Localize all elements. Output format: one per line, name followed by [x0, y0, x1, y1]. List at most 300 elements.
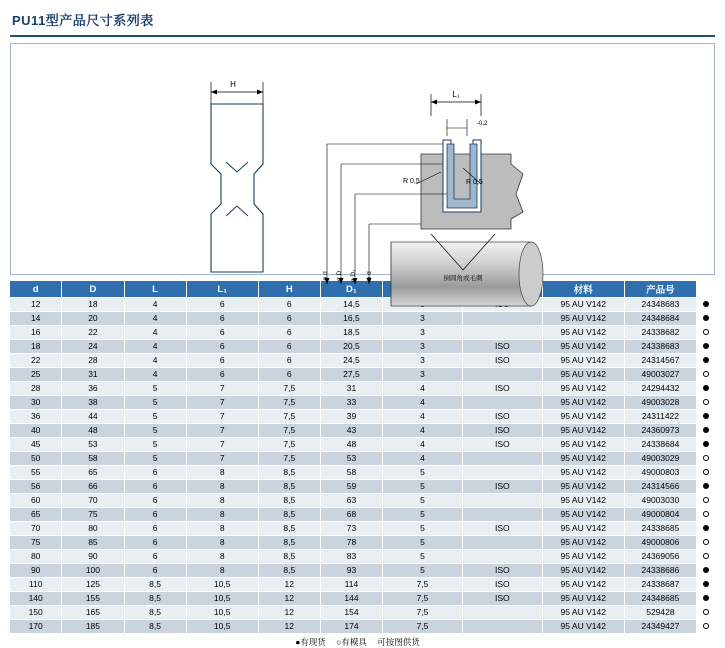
cell-section: 4 [383, 452, 463, 466]
cell-L1: 7 [186, 396, 258, 410]
cell-section: 3 [383, 368, 463, 382]
cell-H: 8,5 [258, 480, 320, 494]
cell-cavity: ISO [462, 424, 542, 438]
cell-d: 60 [10, 494, 62, 508]
cell-D1: 27,5 [320, 368, 382, 382]
table-row [10, 494, 715, 508]
cell-section: 3 [383, 312, 463, 326]
cell-code: 24311422 [624, 410, 696, 424]
table-row [10, 466, 715, 480]
availability-marker [697, 466, 715, 480]
cell-d: 18 [10, 340, 62, 354]
table-row [10, 326, 715, 340]
availability-marker [697, 522, 715, 536]
cell-L: 6 [124, 536, 186, 550]
table-row [10, 452, 715, 466]
cell-L: 5 [124, 382, 186, 396]
cell-L: 6 [124, 564, 186, 578]
cell-D1: 78 [320, 536, 382, 550]
cell-code: 49000806 [624, 536, 696, 550]
in-stock-icon [703, 525, 709, 531]
cell-material: 95 AU V142 [542, 508, 624, 522]
cell-cavity: ISO [462, 438, 542, 452]
cell-D1: 144 [320, 592, 382, 606]
cell-D: 20 [62, 312, 124, 326]
cell-section: 5 [383, 508, 463, 522]
cell-material: 95 AU V142 [542, 578, 624, 592]
label-dia-D: ø D [336, 270, 343, 282]
col-H: H [258, 281, 320, 298]
cell-section: 4 [383, 410, 463, 424]
cell-D: 38 [62, 396, 124, 410]
cell-cavity [462, 536, 542, 550]
seal-profile-left [211, 104, 263, 272]
availability-marker [697, 606, 715, 620]
legend-extra: 可按图供货 [377, 637, 420, 647]
cell-D: 165 [62, 606, 124, 620]
cell-d: 36 [10, 410, 62, 424]
cell-section: 5 [383, 494, 463, 508]
in-stock-icon [703, 301, 709, 307]
availability-marker [697, 480, 715, 494]
cell-material: 95 AU V142 [542, 592, 624, 606]
cell-D1: 59 [320, 480, 382, 494]
cell-material: 95 AU V142 [542, 424, 624, 438]
col-L1: L₁ [186, 281, 258, 298]
cell-cavity: ISO [462, 522, 542, 536]
cell-section: 4 [383, 396, 463, 410]
cell-cavity [462, 466, 542, 480]
availability-marker [697, 438, 715, 452]
cell-L: 6 [124, 466, 186, 480]
cell-d: 110 [10, 578, 62, 592]
cell-D: 90 [62, 550, 124, 564]
cell-d: 56 [10, 480, 62, 494]
cell-H: 12 [258, 592, 320, 606]
in-stock-icon [703, 441, 709, 447]
cell-section: 4 [383, 438, 463, 452]
cell-H: 6 [258, 298, 320, 312]
cell-L1: 7 [186, 452, 258, 466]
cell-D: 28 [62, 354, 124, 368]
cell-code: 529428 [624, 606, 696, 620]
col-d: d [10, 281, 62, 298]
cell-D1: 83 [320, 550, 382, 564]
cell-cavity [462, 620, 542, 634]
cell-H: 8,5 [258, 550, 320, 564]
table-row [10, 410, 715, 424]
table-row [10, 550, 715, 564]
cell-H: 8,5 [258, 494, 320, 508]
availability-marker [697, 312, 715, 326]
cell-L: 4 [124, 354, 186, 368]
seal-diagram [11, 44, 714, 283]
cell-code: 49003029 [624, 452, 696, 466]
availability-marker [697, 494, 715, 508]
col-availability [697, 281, 715, 298]
title-divider [10, 35, 715, 37]
table-row [10, 368, 715, 382]
cell-material: 95 AU V142 [542, 354, 624, 368]
label-dia-d: ø d [322, 271, 329, 281]
availability-marker [697, 326, 715, 340]
table-row [10, 536, 715, 550]
cell-D1: 16,5 [320, 312, 382, 326]
table-body [10, 298, 715, 634]
cell-L: 5 [124, 396, 186, 410]
cell-L1: 8 [186, 494, 258, 508]
cell-D1: 114 [320, 578, 382, 592]
cell-d: 70 [10, 522, 62, 536]
label-L1-tolerance: -0,2 [477, 121, 488, 127]
cell-L: 4 [124, 340, 186, 354]
tooling-available-icon [703, 539, 709, 545]
cell-code: 24338684 [624, 438, 696, 452]
table-row [10, 508, 715, 522]
cell-L1: 6 [186, 354, 258, 368]
availability-marker [697, 592, 715, 606]
cell-material: 95 AU V142 [542, 326, 624, 340]
cell-section: 5 [383, 522, 463, 536]
cell-material: 95 AU V142 [542, 480, 624, 494]
cell-D: 100 [62, 564, 124, 578]
cell-section: 7,5 [383, 578, 463, 592]
cell-H: 7,5 [258, 438, 320, 452]
col-D: D [62, 281, 124, 298]
cell-D: 22 [62, 326, 124, 340]
cell-section: 3 [383, 326, 463, 340]
cell-cavity [462, 606, 542, 620]
cell-H: 7,5 [258, 452, 320, 466]
cell-H: 7,5 [258, 410, 320, 424]
cell-section: 3 [383, 354, 463, 368]
tooling-available-icon [703, 511, 709, 517]
availability-marker [697, 424, 715, 438]
in-stock-icon [703, 315, 709, 321]
cell-d: 25 [10, 368, 62, 382]
cell-L: 6 [124, 494, 186, 508]
cell-D1: 18,5 [320, 326, 382, 340]
cell-L: 8,5 [124, 592, 186, 606]
cell-d: 170 [10, 620, 62, 634]
in-stock-icon [703, 581, 709, 587]
cell-L1: 6 [186, 340, 258, 354]
cell-D: 85 [62, 536, 124, 550]
cell-section: 5 [383, 480, 463, 494]
cell-cavity [462, 508, 542, 522]
tooling-available-icon [703, 623, 709, 629]
cell-section: 4 [383, 424, 463, 438]
cell-section: 3 [383, 340, 463, 354]
cell-L1: 6 [186, 326, 258, 340]
in-stock-icon [703, 357, 709, 363]
cell-D: 48 [62, 424, 124, 438]
cell-cavity: ISO [462, 578, 542, 592]
cell-code: 49000803 [624, 466, 696, 480]
cell-code: 24348683 [624, 298, 696, 312]
label-R05-right: R 0,5 [466, 179, 483, 186]
cell-H: 6 [258, 368, 320, 382]
cell-D1: 93 [320, 564, 382, 578]
availability-marker [697, 354, 715, 368]
table-row [10, 312, 715, 326]
table-row [10, 396, 715, 410]
cell-D: 66 [62, 480, 124, 494]
cell-d: 55 [10, 466, 62, 480]
cell-L1: 8 [186, 522, 258, 536]
cell-L1: 7 [186, 410, 258, 424]
cell-H: 6 [258, 340, 320, 354]
tooling-available-icon [703, 371, 709, 377]
cell-D1: 68 [320, 508, 382, 522]
tooling-available-icon [703, 497, 709, 503]
cell-H: 12 [258, 578, 320, 592]
cell-L: 4 [124, 298, 186, 312]
cell-code: 24314566 [624, 480, 696, 494]
cell-d: 40 [10, 424, 62, 438]
cell-H: 7,5 [258, 424, 320, 438]
cell-code: 24360973 [624, 424, 696, 438]
table-row [10, 522, 715, 536]
availability-marker [697, 368, 715, 382]
cell-cavity: ISO [462, 480, 542, 494]
cell-D1: 53 [320, 452, 382, 466]
cell-D: 44 [62, 410, 124, 424]
cell-d: 28 [10, 382, 62, 396]
page-title: PU11型产品尺寸系列表 [12, 13, 154, 28]
cell-D1: 39 [320, 410, 382, 424]
cell-L1: 6 [186, 298, 258, 312]
cell-D1: 48 [320, 438, 382, 452]
shaft-end-ellipse [519, 242, 543, 306]
cell-cavity [462, 368, 542, 382]
cell-code: 24369056 [624, 550, 696, 564]
cell-H: 12 [258, 606, 320, 620]
cell-d: 45 [10, 438, 62, 452]
tooling-available-icon [703, 329, 709, 335]
cell-material: 95 AU V142 [542, 368, 624, 382]
cell-H: 7,5 [258, 396, 320, 410]
table-header-row [10, 281, 715, 298]
label-L1: L₁ [452, 90, 460, 99]
cell-d: 65 [10, 508, 62, 522]
in-stock-icon [703, 427, 709, 433]
cell-D: 80 [62, 522, 124, 536]
cell-code: 24349427 [624, 620, 696, 634]
cell-L1: 10,5 [186, 592, 258, 606]
in-stock-icon [703, 413, 709, 419]
cell-cavity: ISO [462, 564, 542, 578]
cell-cavity: ISO [462, 354, 542, 368]
cell-material: 95 AU V142 [542, 466, 624, 480]
cell-H: 6 [258, 354, 320, 368]
cell-D: 70 [62, 494, 124, 508]
cell-L1: 8 [186, 480, 258, 494]
table-row [10, 564, 715, 578]
availability-marker [697, 396, 715, 410]
cell-L: 6 [124, 480, 186, 494]
table-row [10, 438, 715, 452]
cell-L1: 10,5 [186, 606, 258, 620]
tooling-available-icon [703, 469, 709, 475]
cell-D: 155 [62, 592, 124, 606]
cell-L: 5 [124, 452, 186, 466]
cell-L: 5 [124, 424, 186, 438]
cell-d: 50 [10, 452, 62, 466]
cell-cavity: ISO [462, 340, 542, 354]
cell-H: 8,5 [258, 508, 320, 522]
col-L: L [124, 281, 186, 298]
cell-material: 95 AU V142 [542, 606, 624, 620]
cell-material: 95 AU V142 [542, 410, 624, 424]
cell-d: 22 [10, 354, 62, 368]
cell-L: 6 [124, 550, 186, 564]
cell-L: 4 [124, 312, 186, 326]
cell-cavity [462, 396, 542, 410]
label-dia-D1: ø D₁ [350, 269, 357, 283]
availability-marker [697, 298, 715, 312]
cell-D: 58 [62, 452, 124, 466]
cell-d: 14 [10, 312, 62, 326]
cell-material: 95 AU V142 [542, 340, 624, 354]
cell-cavity [462, 312, 542, 326]
cell-d: 150 [10, 606, 62, 620]
table-row [10, 480, 715, 494]
cell-code: 24338683 [624, 340, 696, 354]
cell-code: 24294432 [624, 382, 696, 396]
cell-D1: 33 [320, 396, 382, 410]
availability-marker [697, 452, 715, 466]
label-R05-left: R 0,5 [403, 178, 420, 185]
cell-L1: 8 [186, 536, 258, 550]
cell-material: 95 AU V142 [542, 438, 624, 452]
cell-section: 7,5 [383, 606, 463, 620]
cell-section: 5 [383, 564, 463, 578]
cell-D: 53 [62, 438, 124, 452]
cell-L1: 8 [186, 550, 258, 564]
table-row [10, 382, 715, 396]
table-row [10, 340, 715, 354]
cell-code: 49003027 [624, 368, 696, 382]
cell-L: 8,5 [124, 620, 186, 634]
cell-code: 24348684 [624, 312, 696, 326]
cell-D1: 43 [320, 424, 382, 438]
diagram-panel [10, 43, 715, 283]
cell-L1: 8 [186, 508, 258, 522]
cell-section: 7,5 [383, 620, 463, 634]
cell-H: 8,5 [258, 466, 320, 480]
cell-d: 75 [10, 536, 62, 550]
table-row [10, 578, 715, 592]
table-row [10, 298, 715, 312]
cell-cavity [462, 326, 542, 340]
cell-L: 4 [124, 326, 186, 340]
cell-D: 65 [62, 466, 124, 480]
availability-marker [697, 550, 715, 564]
cell-H: 8,5 [258, 536, 320, 550]
cell-L1: 7 [186, 382, 258, 396]
cell-cavity [462, 452, 542, 466]
tooling-available-icon [703, 455, 709, 461]
cell-material: 95 AU V142 [542, 536, 624, 550]
tooling-available-icon [703, 553, 709, 559]
cell-D1: 73 [320, 522, 382, 536]
cell-d: 30 [10, 396, 62, 410]
cell-code: 49003028 [624, 396, 696, 410]
cell-D1: 174 [320, 620, 382, 634]
in-stock-icon [703, 385, 709, 391]
cell-L: 4 [124, 368, 186, 382]
cell-cavity [462, 550, 542, 564]
availability-marker [697, 410, 715, 424]
cell-material: 95 AU V142 [542, 494, 624, 508]
tooling-available-icon [703, 399, 709, 405]
cell-cavity: ISO [462, 382, 542, 396]
cell-D1: 24,5 [320, 354, 382, 368]
table-row [10, 620, 715, 634]
cell-material: 95 AU V142 [542, 620, 624, 634]
legend-filled: ●有现货 [295, 637, 326, 647]
cell-cavity: ISO [462, 592, 542, 606]
cell-D1: 20,5 [320, 340, 382, 354]
cell-D1: 14,5 [320, 298, 382, 312]
table-row [10, 592, 715, 606]
cell-code: 24338685 [624, 522, 696, 536]
col-D1: D₁ [320, 281, 382, 298]
cell-L: 8,5 [124, 578, 186, 592]
cell-H: 7,5 [258, 382, 320, 396]
availability-marker [697, 578, 715, 592]
cell-d: 90 [10, 564, 62, 578]
cell-code: 24314567 [624, 354, 696, 368]
cell-material: 95 AU V142 [542, 452, 624, 466]
cell-D: 36 [62, 382, 124, 396]
table-row [10, 354, 715, 368]
cell-L1: 10,5 [186, 578, 258, 592]
cell-code: 24338687 [624, 578, 696, 592]
label-H: H [230, 80, 236, 89]
cell-L1: 6 [186, 368, 258, 382]
cell-D1: 31 [320, 382, 382, 396]
cell-material: 95 AU V142 [542, 312, 624, 326]
col-code: 产品号 [624, 281, 696, 298]
cell-L: 6 [124, 508, 186, 522]
cell-D: 75 [62, 508, 124, 522]
cell-D1: 63 [320, 494, 382, 508]
in-stock-icon [703, 343, 709, 349]
availability-marker [697, 508, 715, 522]
table-row [10, 424, 715, 438]
cell-L1: 8 [186, 466, 258, 480]
in-stock-icon [703, 595, 709, 601]
label-dia-d2: ø d [366, 271, 373, 281]
cell-H: 6 [258, 326, 320, 340]
cell-section: 5 [383, 536, 463, 550]
cell-code: 24338682 [624, 326, 696, 340]
cell-section: 7,5 [383, 592, 463, 606]
cell-code: 24348685 [624, 592, 696, 606]
label-chamfer-note: 倒圆角或毛刺 [443, 275, 483, 282]
cell-material: 95 AU V142 [542, 564, 624, 578]
availability-marker [697, 536, 715, 550]
cell-D: 18 [62, 298, 124, 312]
cell-material: 95 AU V142 [542, 396, 624, 410]
cell-L1: 10,5 [186, 620, 258, 634]
cell-L1: 8 [186, 564, 258, 578]
in-stock-icon [703, 567, 709, 573]
cell-material: 95 AU V142 [542, 298, 624, 312]
cell-material: 95 AU V142 [542, 550, 624, 564]
